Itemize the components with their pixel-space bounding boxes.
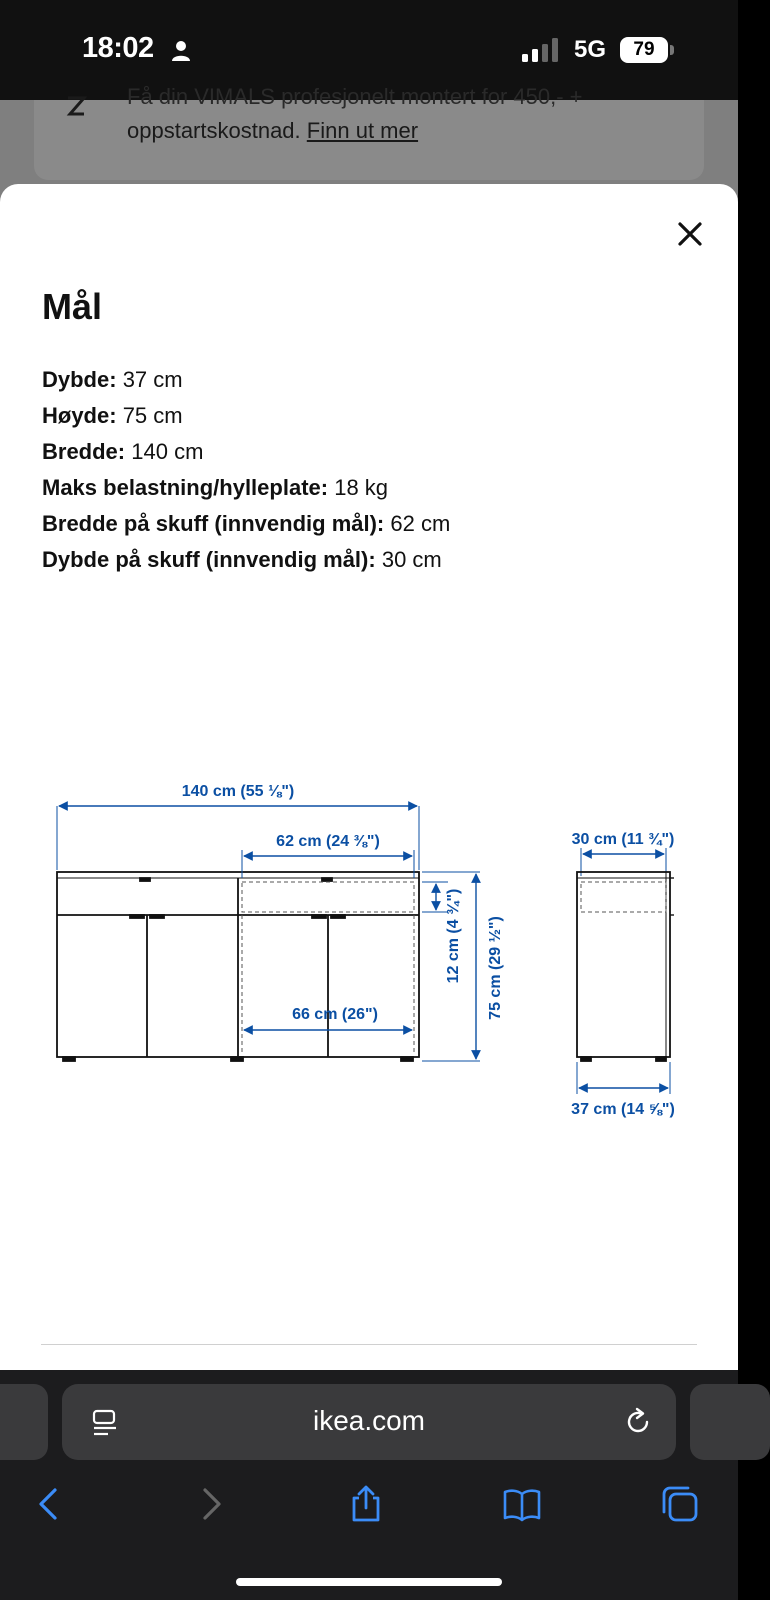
close-icon[interactable] — [670, 214, 710, 254]
banner-line-1: Få din VIMALS profesjonelt montert for 450,- + — [127, 84, 583, 109]
signal-icon — [522, 38, 562, 62]
drawer-width-label: 62 cm (24 ⅜") — [276, 833, 380, 850]
cabinet-width-label: 66 cm (26") — [292, 1006, 378, 1023]
spec-value: 62 cm — [390, 511, 451, 536]
spec-value: 18 kg — [334, 475, 389, 500]
spec-drawer-width — [42, 506, 450, 542]
person-icon — [170, 39, 192, 63]
battery-tip — [670, 45, 674, 55]
sheet-title: Mål — [42, 286, 103, 327]
battery-icon: 79 — [620, 37, 668, 63]
total-width-label: 140 cm (55 ⅛") — [181, 783, 295, 800]
total-height-label: 75 cm (29 ½") — [487, 916, 504, 1020]
banner-text: oppstartskostnad. — [127, 118, 301, 143]
dimension-diagram — [0, 760, 738, 1200]
spec-max-load — [42, 470, 450, 506]
spec-depth — [42, 362, 450, 398]
spec-list — [42, 362, 450, 578]
spec-label: Bredde på skuff (innvendig mål): — [42, 511, 385, 536]
spec-label: Maks belastning/hylleplate: — [42, 475, 329, 500]
drawer-depth-label: 30 cm (11 ¾") — [571, 831, 675, 848]
spec-height — [42, 398, 450, 434]
network-label: 5G — [574, 36, 607, 63]
home-indicator[interactable] — [236, 1578, 502, 1586]
side-view — [577, 872, 674, 1061]
front-view — [57, 872, 419, 1061]
reload-icon[interactable] — [622, 1406, 654, 1438]
bookmarks-icon[interactable] — [502, 1484, 542, 1524]
spec-label: Høyde: — [42, 403, 117, 428]
spec-value: 30 cm — [381, 547, 442, 572]
spec-label: Dybde på skuff (innvendig mål): — [42, 547, 376, 572]
drawer-height-label: 12 cm (4 ¾") — [445, 888, 462, 984]
spec-drawer-depth — [42, 542, 450, 578]
share-icon[interactable] — [346, 1484, 386, 1524]
url-text[interactable]: ikea.com — [312, 1405, 426, 1436]
status-time: 18:02 — [82, 32, 154, 64]
spec-value: 37 cm — [122, 367, 183, 392]
total-depth-label: 37 cm (14 ⅝") — [571, 1101, 675, 1118]
tool-icon — [64, 94, 88, 120]
forward-icon[interactable] — [190, 1484, 230, 1524]
banner-line-2 — [127, 118, 418, 144]
back-icon[interactable] — [30, 1484, 70, 1524]
spec-value: 75 cm — [122, 403, 183, 428]
spec-label: Bredde: — [42, 439, 126, 464]
spec-width — [42, 434, 450, 470]
assembly-banner — [34, 84, 704, 180]
learn-more-link[interactable]: Finn ut mer — [306, 118, 419, 143]
side-drawer-outline — [581, 882, 666, 912]
divider — [41, 1344, 697, 1345]
tabs-icon[interactable] — [660, 1484, 700, 1524]
spec-value: 140 cm — [131, 439, 204, 464]
spec-label: Dybde: — [42, 367, 117, 392]
